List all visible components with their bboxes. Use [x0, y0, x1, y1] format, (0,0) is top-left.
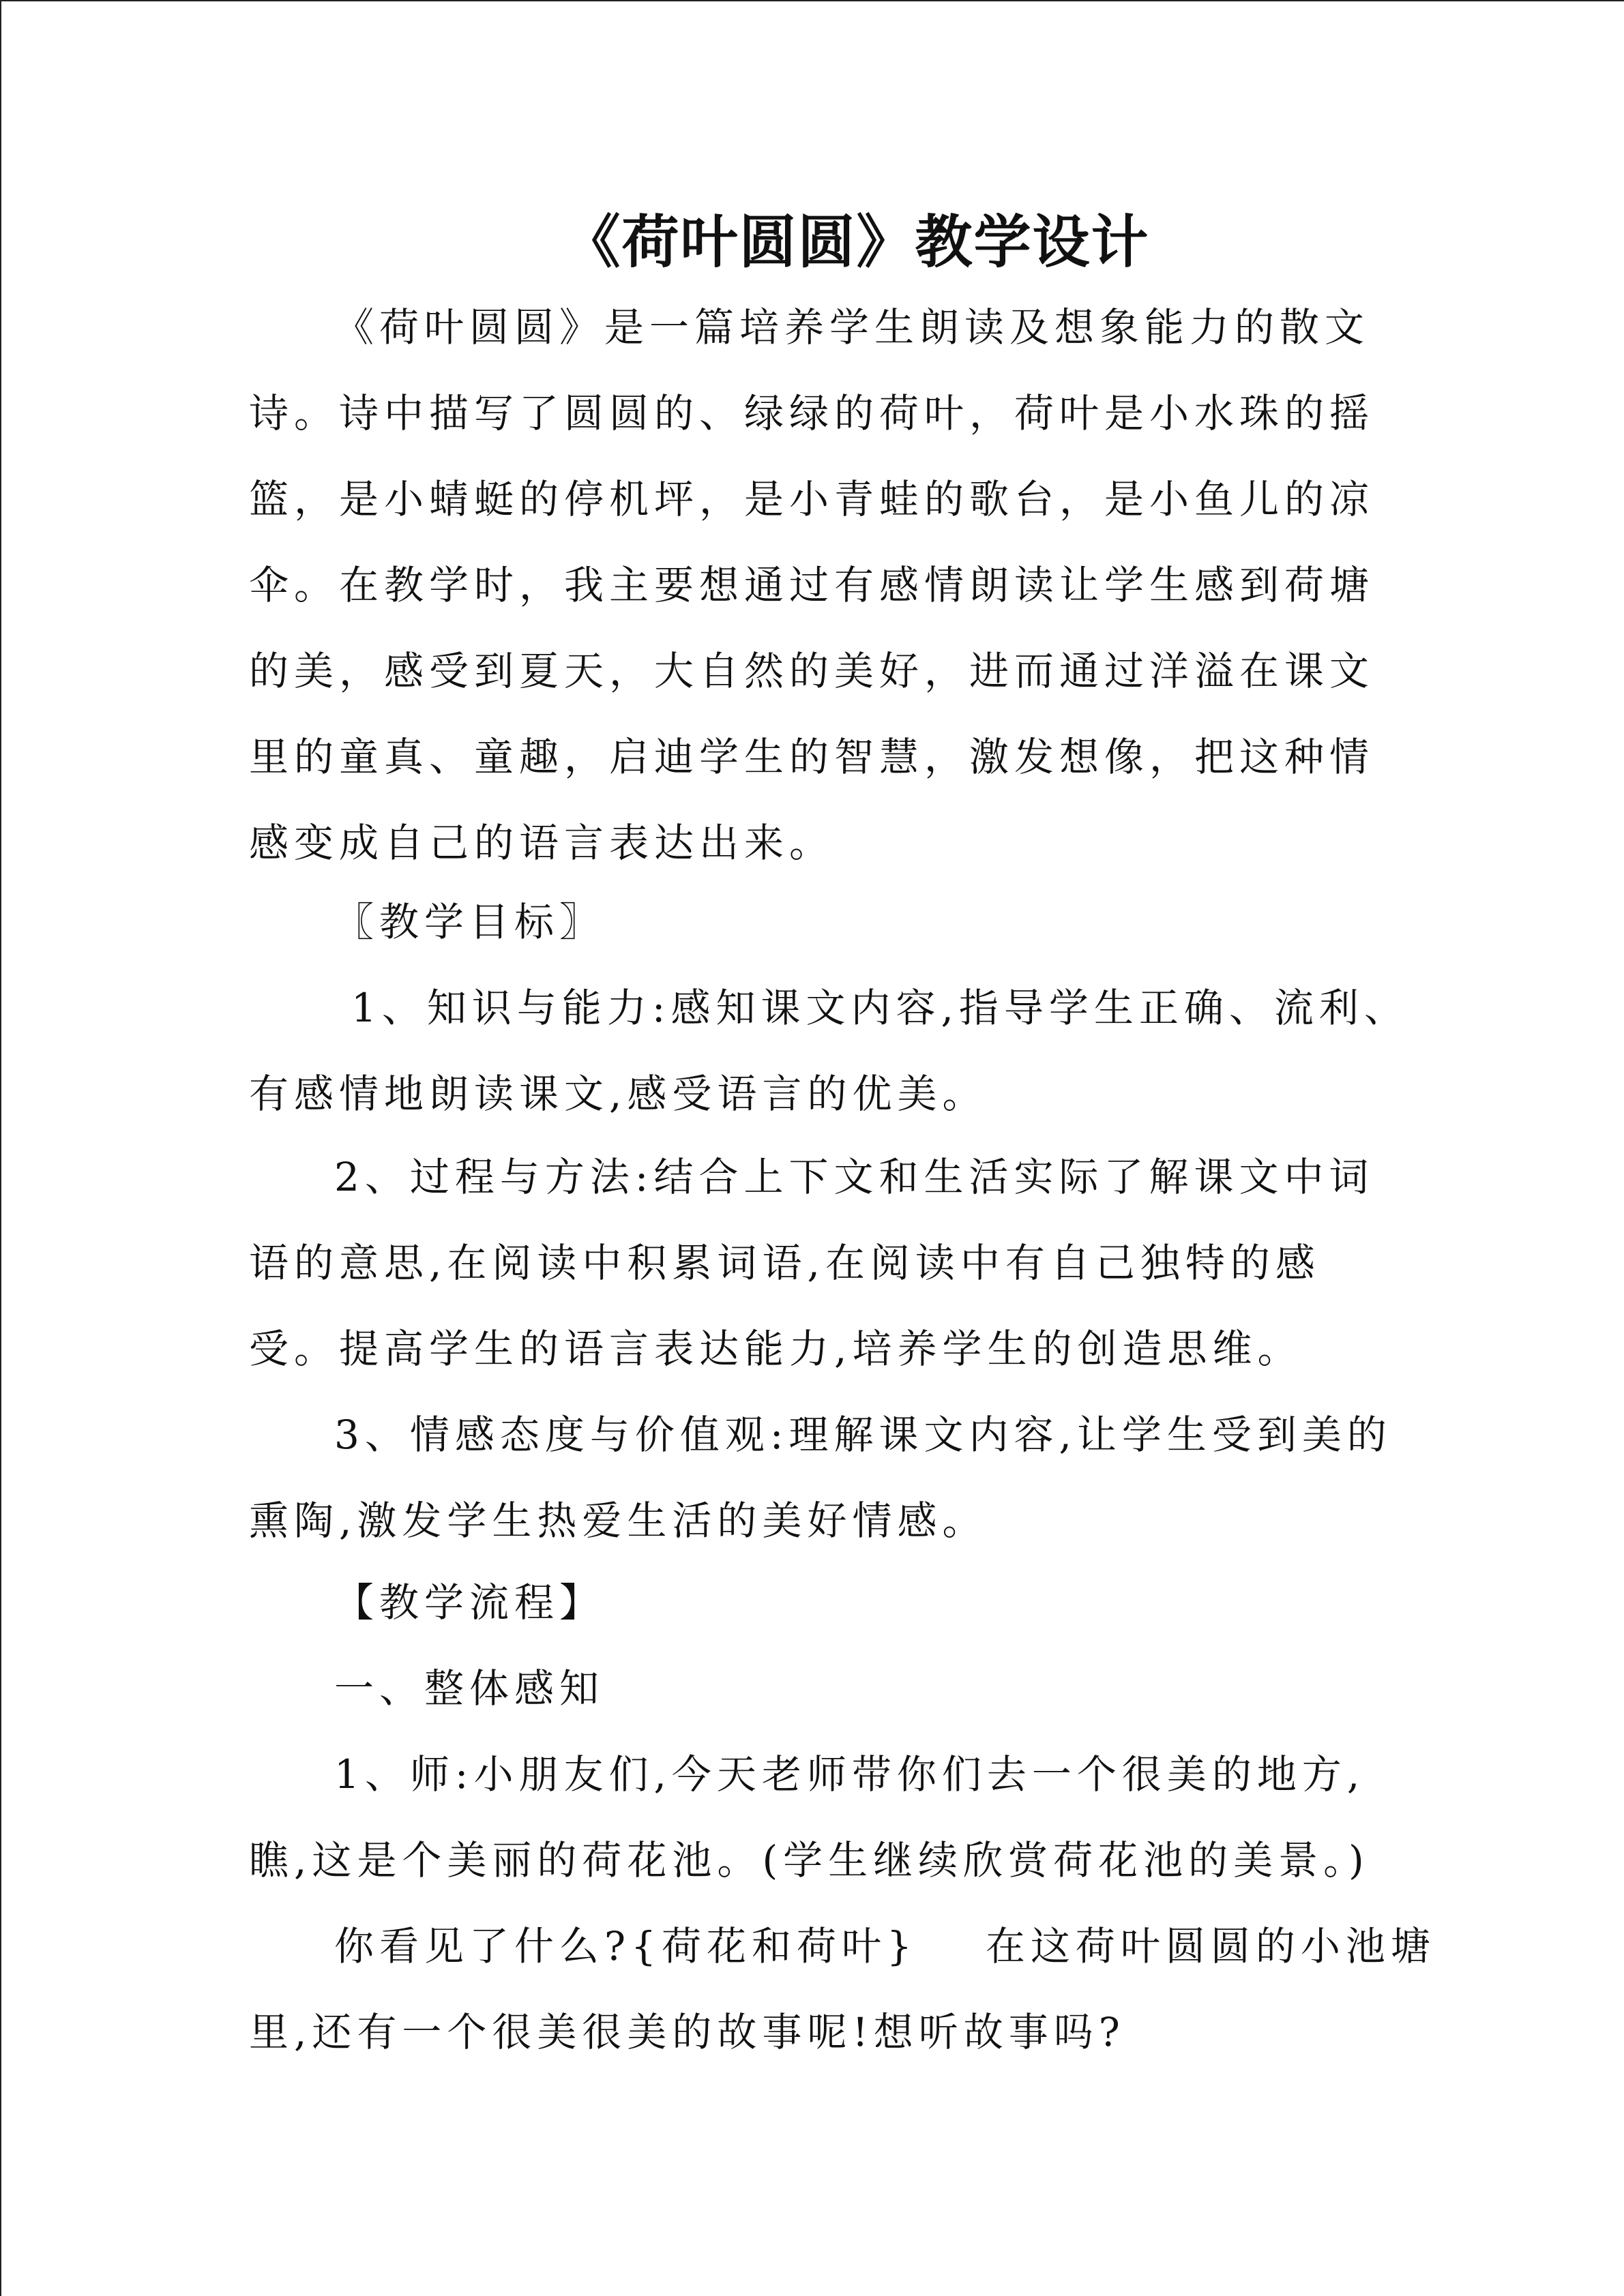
intro-line-7: 感变成自己的语言表达出来。: [249, 820, 835, 866]
document-title: 《荷叶圆圆》教学设计: [563, 209, 1150, 275]
step1-line-2: 瞧,这是个美丽的荷花池。(学生继续欣赏荷花池的美景。): [249, 1837, 1370, 1883]
intro-line-1: 《荷叶圆圆》是一篇培养学生朗读及想象能力的散文: [334, 304, 1370, 351]
goal1-line-2: 有感情地朗读课文,感受语言的优美。: [249, 1071, 988, 1117]
goal2-line-2: 语的意思,在阅读中积累词语,在阅读中有自己独特的感: [249, 1240, 1320, 1286]
goal3-line-2: 熏陶,激发学生热爱生活的美好情感。: [249, 1497, 988, 1544]
intro-line-6: 里的童真、童趣，启迪学生的智慧，激发想像，把这种情: [249, 734, 1375, 780]
intro-line-2: 诗。诗中描写了圆圆的、绿绿的荷叶，荷叶是小水珠的摇: [249, 390, 1375, 436]
process-heading: 【教学流程】: [334, 1579, 605, 1626]
intro-line-5: 的美，感受到夏天，大自然的美好，进而通过洋溢在课文: [249, 648, 1375, 694]
goal2-line-1: 2、过程与方法:结合上下文和生活实际了解课文中词: [334, 1154, 1374, 1200]
step1-last-line: 里,还有一个很美很美的故事呢!想听故事吗?: [249, 2009, 1125, 2055]
step1-line-1: 1、师:小朋友们,今天老师带你们去一个很美的地方,: [334, 1751, 1365, 1798]
step1-question-line: [334, 1919, 1436, 1973]
goals-heading: 〖教学目标〗: [334, 899, 605, 945]
section1-heading: 一、整体感知: [334, 1665, 605, 1712]
intro-line-3: 篮，是小蜻蜓的停机坪，是小青蛙的歌台，是小鱼儿的凉: [249, 476, 1375, 522]
goal2-line-3: 受。提高学生的语言表达能力,培养学生的创造思维。: [249, 1326, 1303, 1372]
step1-question: 你看见了什么?{荷花和荷叶}: [334, 1923, 917, 1969]
step1-question-continuation: 在这荷叶圆圆的小池塘: [985, 1923, 1436, 1969]
goal1-line-1: 1、知识与能力:感知课文内容,指导学生正确、流利、: [351, 985, 1409, 1031]
goal3-line-1: 3、情感态度与价值观:理解课文内容,让学生受到美的: [334, 1412, 1392, 1458]
intro-line-4: 伞。在教学时，我主要想通过有感情朗读让学生感到荷塘: [249, 562, 1375, 608]
